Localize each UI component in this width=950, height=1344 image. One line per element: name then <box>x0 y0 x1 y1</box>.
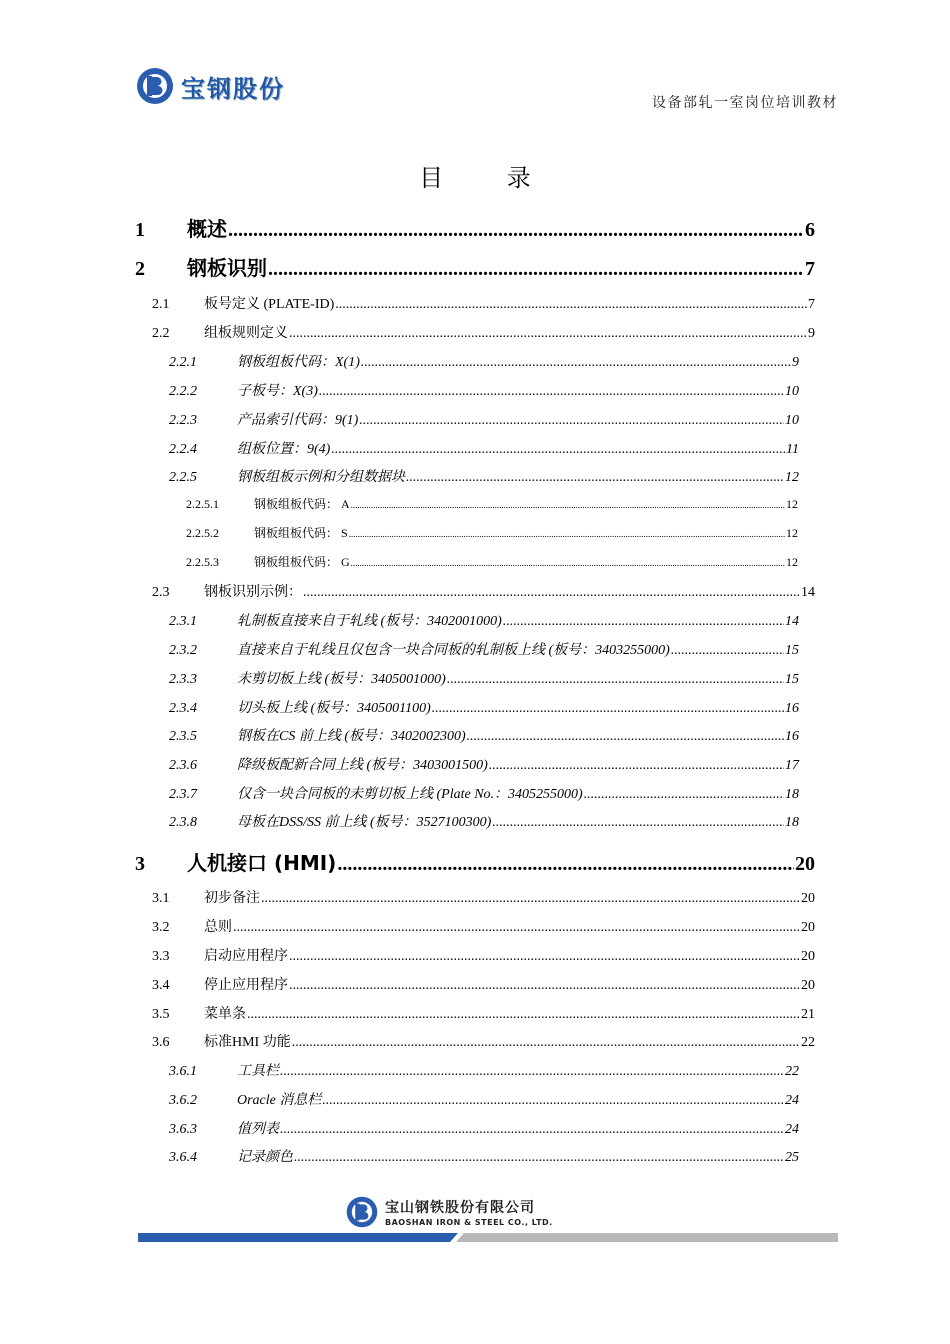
toc-entry-number: 1 <box>135 219 145 241</box>
toc-entry-number: 3.2 <box>152 920 170 935</box>
toc-entry-level3[interactable] <box>169 697 799 717</box>
toc-entry-level2[interactable] <box>152 945 815 965</box>
toc-entry-number: 3.6.1 <box>169 1064 197 1079</box>
toc-leader-dots <box>671 643 784 659</box>
toc-leader-dots <box>361 355 791 371</box>
toc-entry-number: 2.2.5.2 <box>186 526 219 540</box>
toc-entry-level2[interactable] <box>152 916 815 936</box>
toc-entry-page: 25 <box>785 1150 799 1165</box>
toc-leader-dots <box>289 978 800 994</box>
toc-entry-title: 总则 <box>204 920 232 935</box>
toc-entry-page: 18 <box>785 815 799 830</box>
toc-leader-dots <box>280 1122 784 1138</box>
toc-entry-page: 12 <box>786 555 798 569</box>
toc-entry-page: 20 <box>801 949 815 964</box>
toc-leader-dots <box>351 500 785 510</box>
toc-entry-level3[interactable] <box>169 1118 799 1138</box>
toc-leader-dots <box>303 585 800 601</box>
toc-leader-dots <box>351 558 785 568</box>
toc-leader-dots <box>268 258 804 281</box>
toc-entry-page: 20 <box>801 978 815 993</box>
toc-leader-dots <box>292 1035 800 1051</box>
toc-leader-dots <box>406 470 784 486</box>
toc-leader-dots <box>294 1150 784 1166</box>
toc-entry-level3[interactable] <box>169 668 799 688</box>
toc-entry-level3[interactable] <box>169 783 799 803</box>
toc-entry-title: 产品索引代码：9(1) <box>237 413 359 428</box>
toc-leader-dots <box>247 1007 800 1023</box>
toc-entry-title: 子板号：X(3) <box>237 384 318 399</box>
toc-entry-title: 标准HMI 功能 <box>204 1035 291 1050</box>
toc-entry-title: 钢板组板代码： G <box>254 555 350 569</box>
toc-entry-level3[interactable] <box>169 1060 799 1080</box>
toc-entry-page: 10 <box>785 413 799 428</box>
toc-entry-title: 钢板组板代码：X(1) <box>237 355 360 370</box>
toc-entry-number: 2.3.4 <box>169 701 197 716</box>
toc-entry-level2[interactable] <box>152 581 815 601</box>
toc-entry-title: 降级板配新合同上线 (板号：3403001500) <box>237 758 488 773</box>
toc-entry-title: 轧制板直接来自于轧线 (板号：3402001000) <box>237 614 502 629</box>
toc-entry-level3[interactable] <box>169 754 799 774</box>
header-logo <box>135 66 285 106</box>
toc-entry-level2[interactable] <box>152 974 815 994</box>
toc-leader-dots <box>319 384 784 400</box>
toc-entry-number: 2.1 <box>152 297 170 312</box>
toc-leader-dots <box>322 1093 784 1109</box>
toc-entry-page: 9 <box>808 326 815 341</box>
toc-entry-number: 2 <box>135 258 145 280</box>
toc-entry-number: 2.2.5.1 <box>186 497 219 511</box>
toc-entry-page: 17 <box>785 758 799 773</box>
toc-leader-dots <box>467 729 784 745</box>
toc-entry-number: 3.6.3 <box>169 1122 197 1137</box>
toc-entry-number: 2.3.6 <box>169 758 197 773</box>
toc-entry-title: 值列表 <box>237 1122 279 1137</box>
toc-entry-title: 组板规则定义 <box>204 326 288 341</box>
toc-leader-dots <box>447 672 784 688</box>
toc-entry-level2[interactable] <box>152 1031 815 1051</box>
footer-logo <box>345 1195 553 1229</box>
toc-leader-dots <box>349 529 785 539</box>
toc-entry-number: 2.2.2 <box>169 384 197 399</box>
page-title: 目 录 <box>419 164 559 192</box>
toc-entry-page: 7 <box>805 258 815 280</box>
toc-entry-number: 2.3.5 <box>169 729 197 744</box>
toc-entry-title: 钢板在CS 前上线 (板号：3402002300) <box>237 729 466 744</box>
toc-entry-page: 22 <box>785 1064 799 1079</box>
toc-entry-number: 2.3 <box>152 585 170 600</box>
toc-leader-dots <box>489 758 784 774</box>
toc-leader-dots <box>432 701 784 717</box>
baosteel-logo-icon <box>135 66 175 106</box>
toc-entry-number: 2.3.2 <box>169 643 197 658</box>
toc-leader-dots <box>331 442 785 458</box>
toc-leader-dots <box>289 949 800 965</box>
toc-entry-level3[interactable] <box>169 466 799 486</box>
toc-entry-title: 钢板组板代码： A <box>254 497 350 511</box>
toc-entry-title: 工具栏 <box>237 1064 279 1079</box>
toc-entry-page: 20 <box>801 891 815 906</box>
footer-company-en: BAOSHAN IRON & STEEL CO., LTD. <box>385 1218 553 1227</box>
toc-entry-number: 2.3.8 <box>169 815 197 830</box>
toc-entry-level3[interactable] <box>169 351 799 371</box>
toc-entry-number: 3.1 <box>152 891 170 906</box>
toc-entry-level3[interactable] <box>169 380 799 400</box>
toc-leader-dots <box>503 614 784 630</box>
toc-entry-page: 15 <box>785 672 799 687</box>
toc-entry-title: Oracle 消息栏 <box>237 1093 322 1108</box>
toc-entry-number: 3.5 <box>152 1007 170 1022</box>
toc-leader-dots <box>228 219 804 242</box>
toc-entry-title: 钢板识别 <box>187 256 267 280</box>
header-document-title: 设备部轧一室岗位培训教材 <box>652 95 838 111</box>
toc-entry-page: 10 <box>785 384 799 399</box>
toc-leader-dots <box>584 787 784 803</box>
toc-entry-number: 2.2.5.3 <box>186 555 219 569</box>
toc-entry-title: 直接来自于轧线且仅包含一块合同板的轧制板上线 (板号：3403255000) <box>237 643 670 658</box>
toc-entry-level4[interactable] <box>186 553 798 570</box>
logo-text: 宝钢股份 <box>181 74 285 103</box>
toc-entry-level3[interactable] <box>169 438 799 458</box>
toc-entry-number: 2.3.7 <box>169 787 197 802</box>
toc-entry-title: 钢板识别示例： <box>204 585 302 600</box>
toc-entry-number: 2.2.3 <box>169 413 197 428</box>
toc-entry-page: 9 <box>792 355 799 370</box>
toc-leader-dots <box>261 891 800 907</box>
toc-entry-page: 7 <box>808 297 815 312</box>
toc-entry-number: 2.2.5 <box>169 470 197 485</box>
toc-entry-title: 初步备注 <box>204 891 260 906</box>
toc-entry-title: 板号定义 (PLATE-ID) <box>204 297 335 312</box>
toc-entry-number: 3.6.4 <box>169 1150 197 1165</box>
toc-entry-level3[interactable] <box>169 639 799 659</box>
footer-company-cn: 宝山钢铁股份有限公司 <box>385 1200 535 1216</box>
toc-entry-title: 人机接口 (HMI) <box>187 851 337 875</box>
toc-entry-page: 14 <box>801 585 815 600</box>
toc-entry-page: 12 <box>786 497 798 511</box>
toc-entry-level3[interactable] <box>169 1089 799 1109</box>
toc-entry-level3[interactable] <box>169 1146 799 1166</box>
toc-entry-level4[interactable] <box>186 524 798 541</box>
toc-entry-page: 21 <box>801 1007 815 1022</box>
toc-entry-number: 2.3.3 <box>169 672 197 687</box>
toc-entry-page: 12 <box>786 526 798 540</box>
toc-entry-title: 记录颜色 <box>237 1150 293 1165</box>
toc-entry-title: 停止应用程序 <box>204 978 288 993</box>
toc-entry-level3[interactable] <box>169 610 799 630</box>
toc-entry-number: 3.6.2 <box>169 1093 197 1108</box>
toc-entry-page: 22 <box>801 1035 815 1050</box>
toc-entry-number: 2.2 <box>152 326 170 341</box>
toc-leader-dots <box>289 326 807 342</box>
toc-entry-title: 钢板组板示例和分组数据块 <box>237 470 405 485</box>
toc-entry-number: 2.2.4 <box>169 442 197 457</box>
toc-leader-dots <box>492 815 784 831</box>
toc-entry-level2[interactable] <box>152 1003 815 1023</box>
toc-entry-level3[interactable] <box>169 409 799 429</box>
toc-entry-title: 仅含一块合同板的未剪切板上线 (Plate No.：3405255000) <box>237 787 583 802</box>
toc-entry-level1[interactable] <box>135 252 815 281</box>
toc-entry-title: 钢板组板代码： S <box>254 526 348 540</box>
toc-entry-page: 15 <box>785 643 799 658</box>
toc-entry-level3[interactable] <box>169 725 799 745</box>
toc-entry-title: 菜单条 <box>204 1007 246 1022</box>
toc-entry-level2[interactable] <box>152 293 815 313</box>
toc-entry-number: 3.4 <box>152 978 170 993</box>
toc-leader-dots <box>233 920 800 936</box>
toc-entry-level1[interactable] <box>135 847 815 876</box>
toc-entry-page: 20 <box>795 853 815 875</box>
toc-entry-level2[interactable] <box>152 887 815 907</box>
toc-entry-level2[interactable] <box>152 322 815 342</box>
toc-entry-number: 3.6 <box>152 1035 170 1050</box>
toc-entry-page: 16 <box>785 701 799 716</box>
toc-entry-page: 18 <box>785 787 799 802</box>
toc-entry-title: 概述 <box>187 217 227 241</box>
toc-entry-number: 2.2.1 <box>169 355 197 370</box>
toc-entry-number: 2.3.1 <box>169 614 197 629</box>
toc-entry-level1[interactable] <box>135 213 815 242</box>
toc-leader-dots <box>337 853 794 876</box>
toc-entry-title: 未剪切板上线 (板号：3405001000) <box>237 672 446 687</box>
toc-entry-page: 6 <box>805 219 815 241</box>
toc-entry-page: 20 <box>801 920 815 935</box>
toc-leader-dots <box>280 1064 784 1080</box>
toc-entry-level4[interactable] <box>186 495 798 512</box>
footer-bar <box>138 1233 838 1242</box>
toc-entry-title: 组板位置：9(4) <box>237 442 331 457</box>
toc-entry-level3[interactable] <box>169 811 799 831</box>
baosteel-footer-logo-icon <box>345 1195 379 1229</box>
toc-entry-number: 3 <box>135 853 145 875</box>
toc-entry-page: 11 <box>786 442 799 457</box>
toc-entry-page: 16 <box>785 729 799 744</box>
toc-entry-page: 24 <box>785 1093 799 1108</box>
toc-entry-title: 切头板上线 (板号：3405001100) <box>237 701 431 716</box>
toc-entry-title: 启动应用程序 <box>204 949 288 964</box>
toc-leader-dots <box>335 297 807 313</box>
toc-entry-title: 母板在DSS/SS 前上线 (板号：3527100300) <box>237 815 492 830</box>
toc-entry-number: 3.3 <box>152 949 170 964</box>
toc-entry-page: 24 <box>785 1122 799 1137</box>
toc-leader-dots <box>359 413 784 429</box>
toc-entry-page: 12 <box>785 470 799 485</box>
toc-entry-page: 14 <box>785 614 799 629</box>
